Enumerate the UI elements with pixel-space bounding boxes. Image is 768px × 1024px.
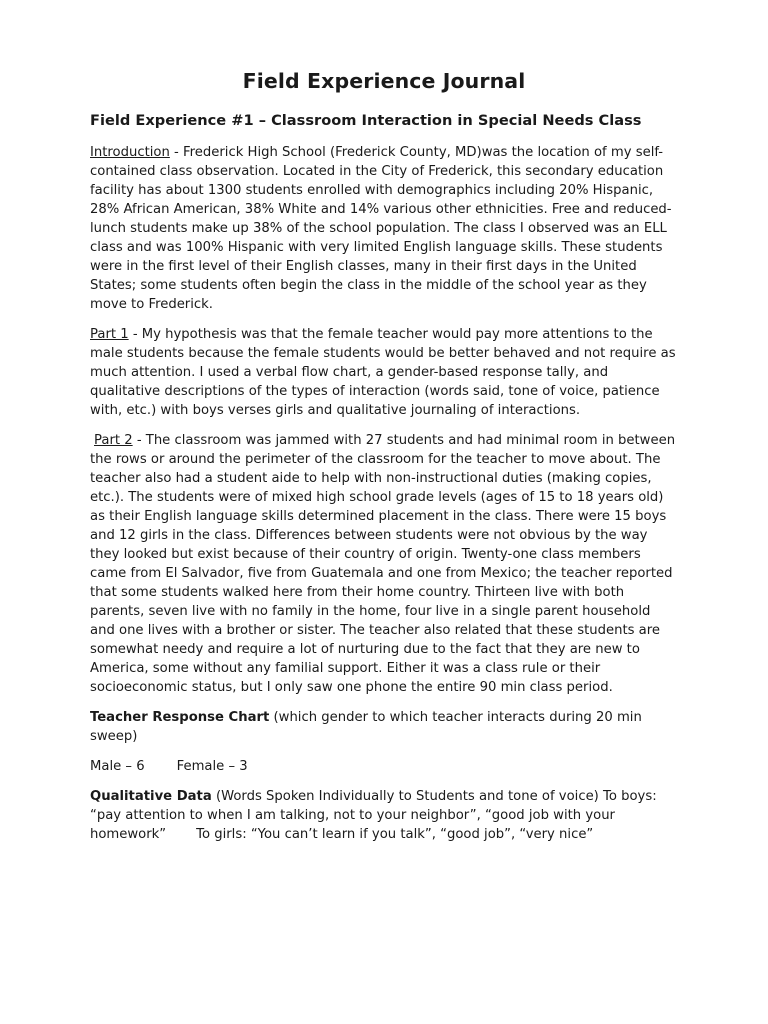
part2-paragraph [90,431,678,697]
teacher-response-paragraph [90,708,678,746]
intro-heading: Introduction [90,145,170,160]
tally-paragraph [90,757,678,776]
female-tally: Female – 3 [176,759,248,774]
document-page [90,66,678,855]
qualitative-text-boys: (Words Spoken Individually to Students and tone of voice) To boys: “pay attention to when I am talking, not to your neighbor”, “good job with your homework” [90,789,657,842]
intro-paragraph [90,143,678,314]
qualitative-paragraph [90,787,678,844]
teacher-response-text: (which gender to which teacher interacts during 20 min sweep) [90,710,642,744]
part2-text: - The classroom was jammed with 27 students and had minimal room in between the rows or around the perimeter of the classroom for the teacher to move about. The teacher also had a student aide to help with non-instructional duties (making copies, etc.). The students were of mixed high school grade levels (ages of 15 to 18 years old) as their English language skills determined placement in the class. There were 15 boys and 12 girls in the class. Differences between students were not obvious by the way they looked but exist because of their country of origin. Twenty-one class members came from El Salvador, five from Guatemala and one from Mexico; the teacher reported that some students walked here from their home country. Thirteen live with both parents, seven live with no family in the home, four live in a single parent household and one lives with a brother or sister. The teacher also related that these students are somewhat needy and require a lot of nurturing due to the fact that they are new to America, some without any familial support. Either it was a class rule or their socioeconomic status, but I only saw one phone the entire 90 min class period. [90,433,676,695]
qualitative-heading: Qualitative Data [90,789,212,804]
part2-heading: Part 2 [94,433,133,448]
teacher-response-heading: Teacher Response Chart [90,710,270,725]
part1-heading: Part 1 [90,327,129,342]
document-subtitle: Field Experience #1 – Classroom Interaction in Special Needs Class [90,112,642,129]
document-title: Field Experience Journal [242,69,526,93]
intro-text: - Frederick High School (Frederick County, MD)was the location of my self-contained class observation. Located in the City of Frederick, this secondary education facility has about 1300 students enrolled with demographics including 20% Hispanic, 28% African American, 38% White and 14% various other ethnicities. Free and reduced-lunch students make up 38% of the school population. The class I observed was an ELL class and was 100% Hispanic with very limited English language skills. These students were in the first level of their English classes, many in their first days in the United States; some students often begin the class in the middle of the school year as they move to Frederick. [90,145,672,312]
part1-text: - My hypothesis was that the female teacher would pay more attentions to the male students because the female students would be better behaved and not require as much attention. I used a verbal flow chart, a gender-based response tally, and qualitative descriptions of the types of interaction (words said, tone of voice, patience with, etc.) with boys verses girls and qualitative journaling of interactions. [90,327,676,418]
qualitative-text-girls: To girls: “You can’t learn if you talk”, “good job”, “very nice” [196,827,594,842]
male-tally: Male – 6 [90,759,145,774]
part1-paragraph [90,325,678,420]
